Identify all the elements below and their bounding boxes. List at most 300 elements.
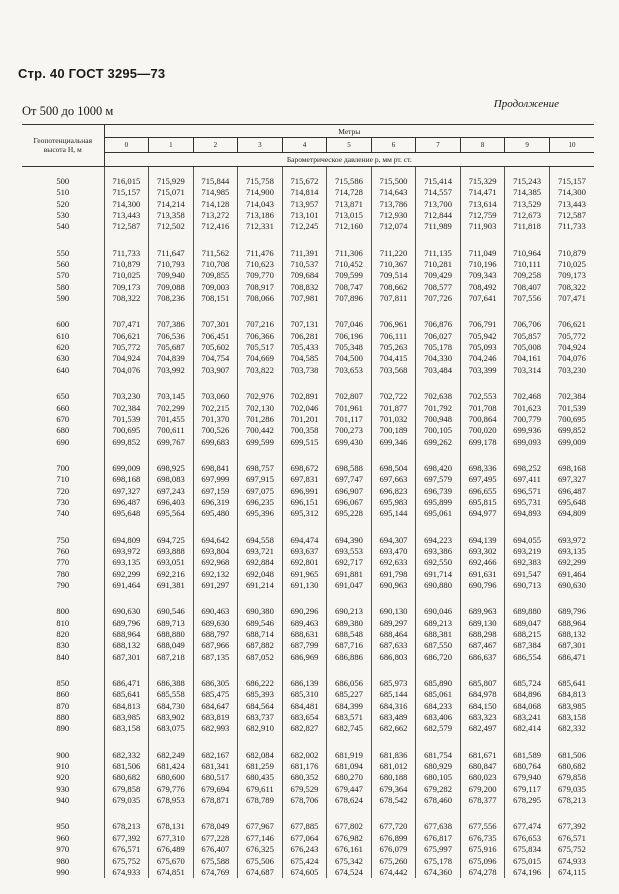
pressure-cell: 692,383: [505, 557, 550, 568]
pressure-cell: 684,813: [104, 701, 149, 712]
pressure-cell: 702,891: [282, 391, 327, 402]
pressure-cell: 706,451: [193, 331, 238, 342]
pressure-cell: 703,230: [549, 365, 594, 376]
table-row: [22, 403, 594, 414]
table-row: [22, 248, 594, 259]
pressure-cell: 675,506: [238, 856, 283, 867]
pressure-cell: 704,330: [416, 353, 461, 364]
pressure-cell: 684,564: [238, 701, 283, 712]
pressure-cell: 710,196: [460, 259, 505, 270]
pressure-cell: 712,587: [549, 210, 594, 221]
table-row: [22, 331, 594, 342]
pressure-cell: 681,176: [282, 761, 327, 772]
altitude-cell: 950: [56, 821, 70, 832]
pressure-cell: 687,218: [149, 652, 194, 663]
pressure-cell: 709,003: [193, 282, 238, 293]
altitude-cell: 870: [56, 700, 70, 711]
altitude-cell: 760: [56, 545, 70, 556]
pressure-cell: 699,009: [549, 437, 594, 448]
spacer-cell: [416, 663, 461, 678]
pressure-cell: 698,252: [505, 463, 550, 474]
pressure-cell: 685,973: [371, 678, 416, 689]
pressure-cell: 698,925: [149, 463, 194, 474]
table-row: [22, 391, 594, 402]
pressure-cell: 682,414: [505, 723, 550, 734]
pressure-cell: 692,299: [549, 557, 594, 568]
pressure-cell: 686,471: [104, 678, 149, 689]
spacer-cell: [149, 304, 194, 319]
pressure-cell: 704,246: [460, 353, 505, 364]
pressure-cell: 697,327: [549, 474, 594, 485]
table-row: [22, 701, 594, 712]
spacer-cell: [282, 304, 327, 319]
pressure-cell: 692,801: [282, 557, 327, 568]
pressure-cell: 691,714: [416, 569, 461, 580]
spacer-cell: [416, 167, 461, 177]
pressure-cell: 677,556: [460, 821, 505, 832]
pressure-cell: 703,060: [193, 391, 238, 402]
pressure-cell: 675,752: [549, 844, 594, 855]
pressure-cell: 682,745: [327, 723, 372, 734]
pressure-cell: 684,150: [460, 701, 505, 712]
spacer-cell: [149, 448, 194, 463]
table-row: [22, 176, 594, 187]
pressure-cell: 700,948: [416, 414, 461, 425]
spacer-cell: [149, 520, 194, 535]
pressure-cell: 688,049: [149, 640, 194, 651]
pressure-cell: 686,056: [327, 678, 372, 689]
pressure-cell: 700,442: [238, 425, 283, 436]
spacer-cell: [238, 167, 283, 177]
pressure-cell: 691,965: [282, 569, 327, 580]
pressure-cell: 711,391: [282, 248, 327, 259]
pressure-cell: 712,759: [460, 210, 505, 221]
spacer-cell: [327, 167, 372, 177]
pressure-cell: 691,047: [327, 580, 372, 591]
pressure-cell: 683,406: [416, 712, 461, 723]
table-row: [22, 618, 594, 629]
pressure-cell: 700,105: [416, 425, 461, 436]
table-row: [22, 784, 594, 795]
spacer-cell: [149, 376, 194, 391]
pressure-cell: 707,471: [104, 319, 149, 330]
pressure-cell: 674,115: [549, 867, 594, 878]
pressure-cell: 678,377: [460, 795, 505, 806]
altitude-cell: 840: [56, 651, 70, 662]
altitude-cell: 900: [56, 749, 70, 760]
table-header: [22, 125, 594, 167]
pressure-cell: 698,672: [282, 463, 327, 474]
spacer-cell: [22, 520, 104, 535]
pressure-cell: 677,228: [193, 833, 238, 844]
pressure-cell: 693,135: [104, 557, 149, 568]
altitude-cell: 500: [56, 176, 70, 186]
spacer-cell: [104, 448, 149, 463]
pressure-cell: 677,638: [416, 821, 461, 832]
spacer-cell: [193, 520, 238, 535]
pressure-cell: 714,300: [549, 187, 594, 198]
pressure-cell: 713,786: [371, 199, 416, 210]
pressure-cell: 683,985: [549, 701, 594, 712]
pressure-cell: 708,407: [505, 282, 550, 293]
column-header: 2: [193, 138, 238, 153]
spacer-cell: [371, 520, 416, 535]
pressure-cell: 688,797: [193, 629, 238, 640]
pressure-cell: 689,880: [505, 606, 550, 617]
pressure-cell: 700,779: [505, 414, 550, 425]
altitude-cell: 920: [56, 772, 70, 783]
pressure-cell: 691,547: [505, 569, 550, 580]
pressure-cell: 707,641: [460, 293, 505, 304]
spacer-cell: [460, 591, 505, 606]
pressure-cell: 714,728: [327, 187, 372, 198]
spacer-cell: [22, 376, 104, 391]
pressure-cell: 707,386: [149, 319, 194, 330]
altitude-cell: 960: [56, 832, 70, 843]
spacer-cell: [22, 304, 104, 319]
pressure-cell: 683,075: [149, 723, 194, 734]
pressure-cell: 690,130: [371, 606, 416, 617]
pressure-cell: 701,117: [327, 414, 372, 425]
pressure-cell: 696,907: [327, 486, 372, 497]
pressure-cell: 679,940: [505, 772, 550, 783]
pressure-cell: 709,770: [238, 270, 283, 281]
pressure-cell: 680,435: [238, 772, 283, 783]
pressure-cell: 711,135: [416, 248, 461, 259]
pressure-cell: 688,964: [549, 618, 594, 629]
pressure-cell: 683,323: [460, 712, 505, 723]
pressure-cell: 713,015: [327, 210, 372, 221]
pressure-cell: 703,568: [371, 365, 416, 376]
pressure-cell: 712,074: [371, 221, 416, 232]
pressure-cell: 712,502: [149, 221, 194, 232]
pressure-cell: 681,506: [104, 761, 149, 772]
pressure-cell: 679,694: [193, 784, 238, 795]
pressure-cell: 681,836: [371, 750, 416, 761]
pressure-cell: 693,972: [104, 546, 149, 557]
pressure-cell: 716,015: [104, 176, 149, 187]
spacer-cell: [104, 591, 149, 606]
pressure-cell: 702,384: [104, 403, 149, 414]
table-row: [22, 629, 594, 640]
pressure-cell: 676,243: [282, 844, 327, 855]
pressure-cell: 696,571: [505, 486, 550, 497]
pressure-cell: 674,851: [149, 867, 194, 878]
pressure-cell: 678,131: [149, 821, 194, 832]
pressure-cell: 695,564: [149, 508, 194, 519]
pressure-cell: 680,847: [460, 761, 505, 772]
column-header: 8: [460, 138, 505, 153]
pressure-cell: 683,985: [104, 712, 149, 723]
pressure-cell: 693,972: [549, 535, 594, 546]
spacer-cell: [505, 735, 550, 750]
pressure-cell: 674,278: [460, 867, 505, 878]
pressure-cell: 698,168: [549, 463, 594, 474]
spacer-cell: [460, 167, 505, 177]
pressure-cell: 706,876: [416, 319, 461, 330]
altitude-cell: 770: [56, 557, 70, 568]
pressure-cell: 707,556: [505, 293, 550, 304]
spacer-cell: [238, 735, 283, 750]
pressure-cell: 684,978: [460, 689, 505, 700]
pressure-cell: 710,111: [505, 259, 550, 270]
pressure-cell: 707,811: [371, 293, 416, 304]
pressure-cell: 688,381: [416, 629, 461, 640]
altitude-cell: 830: [56, 640, 70, 651]
pressure-cell: 680,270: [327, 772, 372, 783]
spacer-cell: [193, 233, 238, 248]
pressure-cell: 690,630: [104, 606, 149, 617]
spacer-cell: [282, 448, 327, 463]
altitude-cell: 520: [56, 198, 70, 209]
pressure-cell: 702,384: [549, 391, 594, 402]
pressure-cell: 691,798: [371, 569, 416, 580]
pressure-cell: 682,167: [193, 750, 238, 761]
spacer-cell: [549, 304, 594, 319]
spacer-cell: [371, 591, 416, 606]
pressure-cell: 705,602: [193, 342, 238, 353]
spacer-cell: [238, 376, 283, 391]
pressure-cell: 680,600: [149, 772, 194, 783]
pressure-cell: 675,752: [104, 856, 149, 867]
pressure-cell: 693,553: [327, 546, 372, 557]
spacer-cell: [149, 806, 194, 821]
pressure-cell: 704,585: [282, 353, 327, 364]
pressure-cell: 696,487: [549, 486, 594, 497]
pressure-cell: 680,682: [104, 772, 149, 783]
pressure-cell: 676,982: [327, 833, 372, 844]
spacer-cell: [549, 167, 594, 177]
spacer-cell: [327, 304, 372, 319]
pressure-cell: 703,992: [149, 365, 194, 376]
group-spacer: [22, 591, 594, 606]
pressure-cell: 692,216: [149, 569, 194, 580]
pressure-cell: 710,537: [282, 259, 327, 270]
table-row: [22, 199, 594, 210]
pressure-cell: 694,893: [505, 508, 550, 519]
pressure-cell: 707,471: [549, 293, 594, 304]
pressure-cell: 691,381: [149, 580, 194, 591]
pressure-cell: 691,464: [549, 569, 594, 580]
pressure-cell: 677,967: [238, 821, 283, 832]
spacer-cell: [460, 735, 505, 750]
pressure-cell: 675,916: [460, 844, 505, 855]
pressure-cell: 705,178: [416, 342, 461, 353]
spacer-cell: [193, 304, 238, 319]
pressure-cell: 707,216: [238, 319, 283, 330]
pressure-cell: 688,132: [549, 629, 594, 640]
pressure-cell: 696,235: [238, 497, 283, 508]
group-spacer: [22, 376, 594, 391]
pressure-cell: 711,733: [104, 248, 149, 259]
pressure-cell: 678,706: [282, 795, 327, 806]
spacer-cell: [22, 663, 104, 678]
altitude-cell: 510: [56, 187, 70, 198]
pressure-cell: 701,286: [238, 414, 283, 425]
pressure-cell: 715,329: [460, 176, 505, 187]
pressure-cell: 703,230: [104, 391, 149, 402]
spacer-cell: [22, 591, 104, 606]
spacer-cell: [104, 520, 149, 535]
pressure-cell: 703,484: [416, 365, 461, 376]
spacer-cell: [149, 233, 194, 248]
pressure-cell: 701,455: [149, 414, 194, 425]
pressure-cell: 682,910: [238, 723, 283, 734]
pressure-cell: 696,739: [416, 486, 461, 497]
spacer-cell: [193, 663, 238, 678]
pressure-cell: 676,325: [238, 844, 283, 855]
pressure-cell: 695,731: [505, 497, 550, 508]
pressure-cell: 709,343: [460, 270, 505, 281]
pressure-cell: 675,096: [460, 856, 505, 867]
group-spacer: [22, 167, 594, 177]
pressure-cell: 715,672: [282, 176, 327, 187]
pressure-cell: 703,314: [505, 365, 550, 376]
altitude-cell: 530: [56, 210, 70, 221]
pressure-cell: 701,032: [371, 414, 416, 425]
pressure-cell: 697,411: [505, 474, 550, 485]
altitude-cell: 730: [56, 496, 70, 507]
pressure-cell: 678,295: [505, 795, 550, 806]
pressure-cell: 695,648: [549, 497, 594, 508]
altitude-cell: 720: [56, 485, 70, 496]
pressure-cell: 688,298: [460, 629, 505, 640]
pressure-cell: 709,684: [282, 270, 327, 281]
pressure-cell: 712,844: [416, 210, 461, 221]
pressure-cell: 685,475: [193, 689, 238, 700]
spacer-cell: [22, 167, 104, 177]
table-row: [22, 640, 594, 651]
pressure-cell: 699,852: [104, 437, 149, 448]
pressure-cell: 702,299: [149, 403, 194, 414]
pressure-cell: 709,173: [104, 282, 149, 293]
pressure-cell: 675,342: [327, 856, 372, 867]
pressure-cell: 699,936: [505, 425, 550, 436]
spacer-cell: [22, 233, 104, 248]
pressure-cell: 677,392: [549, 821, 594, 832]
pressure-cell: 682,579: [416, 723, 461, 734]
altitude-cell: 570: [56, 270, 70, 281]
pressure-cell: 683,489: [371, 712, 416, 723]
pressure-cell: 712,930: [371, 210, 416, 221]
column-header: 10: [549, 138, 594, 153]
spacer-cell: [505, 520, 550, 535]
pressure-cell: 700,611: [149, 425, 194, 436]
spacer-cell: [238, 663, 283, 678]
spacer-cell: [282, 167, 327, 177]
pressure-cell: 682,827: [282, 723, 327, 734]
pressure-cell: 694,390: [327, 535, 372, 546]
pressure-cell: 675,424: [282, 856, 327, 867]
pressure-cell: 703,399: [460, 365, 505, 376]
table-row: [22, 414, 594, 425]
pressure-cell: 701,961: [327, 403, 372, 414]
pressure-cell: 679,282: [416, 784, 461, 795]
pressure-cell: 697,159: [193, 486, 238, 497]
table-row: [22, 761, 594, 772]
pressure-cell: 701,201: [282, 414, 327, 425]
pressure-cell: 683,158: [549, 712, 594, 723]
table-row: [22, 474, 594, 485]
pressure-cell: 703,822: [238, 365, 283, 376]
table-row: [22, 535, 594, 546]
spacer-cell: [238, 591, 283, 606]
table-subheader: Барометрическое давление p, мм рт. ст.: [104, 153, 594, 167]
pressure-cell: 678,460: [416, 795, 461, 806]
pressure-cell: 690,380: [238, 606, 283, 617]
pressure-cell: 700,864: [460, 414, 505, 425]
spacer-cell: [149, 735, 194, 750]
pressure-cell: 687,301: [549, 640, 594, 651]
altitude-cell: 890: [56, 723, 70, 734]
pressure-cell: 697,999: [193, 474, 238, 485]
altitude-cell: 630: [56, 353, 70, 364]
spacer-cell: [104, 304, 149, 319]
pressure-cell: 699,515: [282, 437, 327, 448]
pressure-cell: 715,071: [149, 187, 194, 198]
pressure-cell: 691,881: [327, 569, 372, 580]
pressure-cell: 709,599: [327, 270, 372, 281]
pressure-cell: 705,263: [371, 342, 416, 353]
pressure-cell: 696,991: [282, 486, 327, 497]
spacer-cell: [505, 376, 550, 391]
spacer-cell: [282, 591, 327, 606]
spacer-cell: [460, 806, 505, 821]
pressure-cell: 712,245: [282, 221, 327, 232]
pressure-cell: 698,420: [416, 463, 461, 474]
spacer-cell: [416, 520, 461, 535]
pressure-cell: 678,542: [371, 795, 416, 806]
pressure-cell: 713,443: [104, 210, 149, 221]
pressure-cell: 693,470: [371, 546, 416, 557]
spacer-cell: [505, 304, 550, 319]
pressure-cell: 692,048: [238, 569, 283, 580]
pressure-cell: 701,708: [460, 403, 505, 414]
row-header: Геопотенциальная высота H, м: [22, 125, 104, 167]
pressure-cell: 714,385: [505, 187, 550, 198]
column-header: 0: [104, 138, 149, 153]
pressure-cell: 678,049: [193, 821, 238, 832]
spacer-cell: [104, 376, 149, 391]
pressure-cell: 684,813: [549, 689, 594, 700]
pressure-cell: 689,047: [505, 618, 550, 629]
pressure-cell: 699,599: [238, 437, 283, 448]
spacer-cell: [193, 806, 238, 821]
spacer-cell: [282, 806, 327, 821]
pressure-cell: 698,336: [460, 463, 505, 474]
pressure-cell: 704,076: [104, 365, 149, 376]
pressure-cell: 690,046: [416, 606, 461, 617]
pressure-cell: 706,196: [327, 331, 372, 342]
pressure-cell: 680,188: [371, 772, 416, 783]
pressure-cell: 682,249: [149, 750, 194, 761]
pressure-cell: 679,858: [549, 772, 594, 783]
pressure-cell: 702,553: [460, 391, 505, 402]
table-row: [22, 569, 594, 580]
pressure-cell: 708,662: [371, 282, 416, 293]
pressure-cell: 692,132: [193, 569, 238, 580]
pressure-cell: 685,144: [371, 689, 416, 700]
spacer-cell: [149, 663, 194, 678]
pressure-cell: 689,963: [460, 606, 505, 617]
pressure-cell: 709,514: [371, 270, 416, 281]
spacer-cell: [371, 806, 416, 821]
pressure-cell: 709,940: [149, 270, 194, 281]
pressure-cell: 688,880: [149, 629, 194, 640]
altitude-cell: 990: [56, 866, 70, 877]
altitude-cell: 860: [56, 689, 70, 700]
pressure-cell: 692,299: [104, 569, 149, 580]
